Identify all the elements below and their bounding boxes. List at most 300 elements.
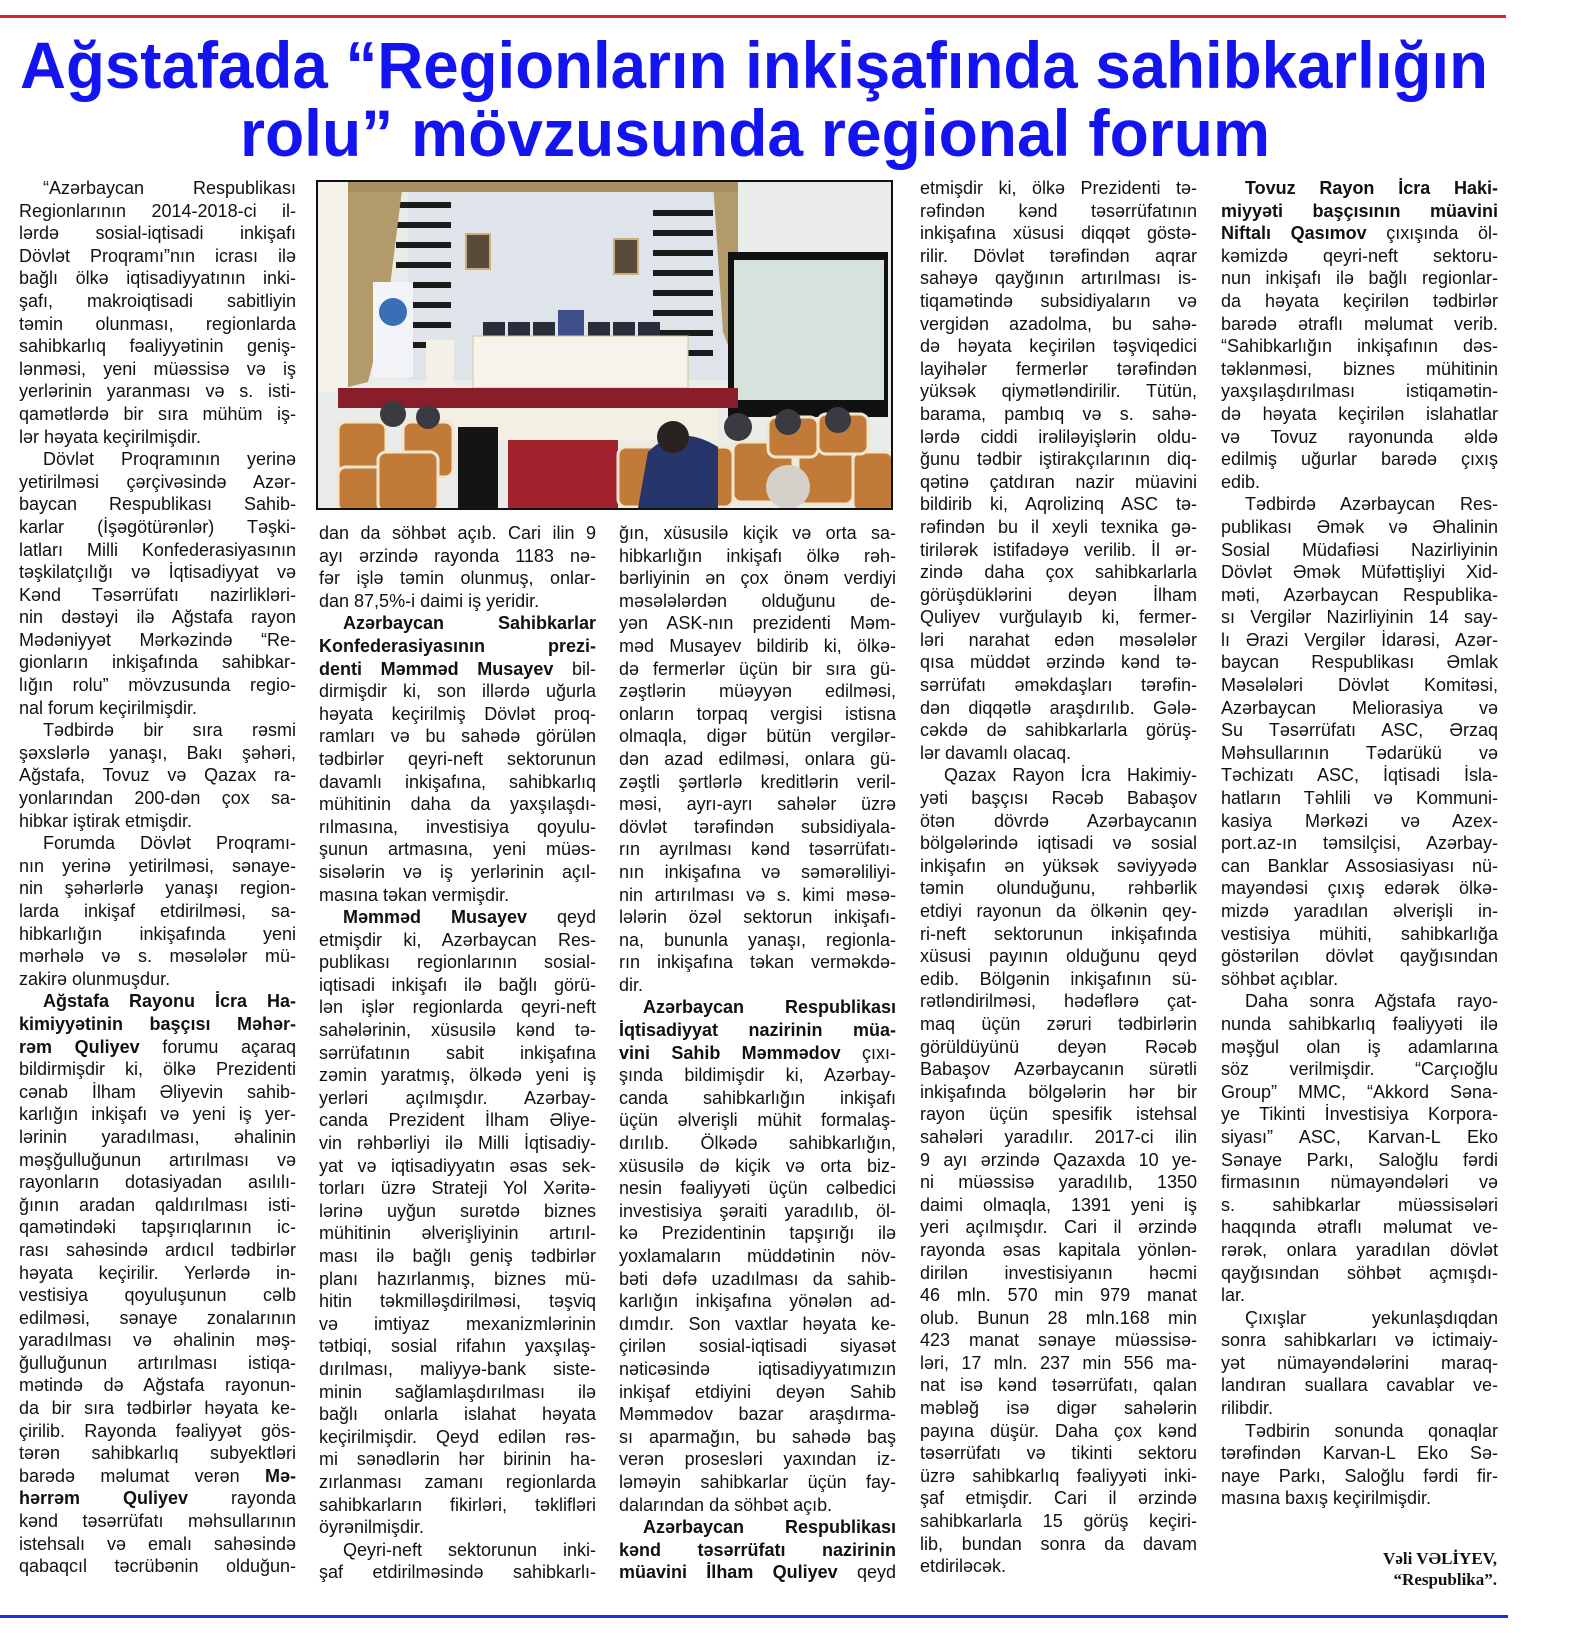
text-line <box>319 522 596 545</box>
text-line <box>920 1510 1197 1533</box>
text-line <box>920 787 1197 810</box>
text-line <box>19 177 296 200</box>
text-line <box>19 335 296 358</box>
text-line <box>319 861 596 884</box>
body-text: bildirmişdir ki, ölkə Prezidenti <box>19 1059 296 1080</box>
text-line <box>1221 1194 1498 1217</box>
text-line <box>920 719 1197 742</box>
body-text: rayonda <box>188 1488 296 1509</box>
body-text: Daha sonra Ağstafa rayo- <box>1245 991 1498 1012</box>
body-text: qeyd <box>837 1562 896 1583</box>
text-line <box>619 1448 896 1471</box>
text-line <box>920 651 1197 674</box>
body-text: dən diqqətlə araşdırılıb. Gələ- <box>920 697 1197 718</box>
text-line <box>920 177 1197 200</box>
body-text: hibkarlığın inkişafı ölkə rəh- <box>619 545 896 566</box>
body-text: ləməyin sahibkarlar üçün fay- <box>619 1471 896 1492</box>
text-line <box>1221 1442 1498 1465</box>
body-text: təsərrüfatı və tikinti sektoru <box>920 1443 1197 1464</box>
text-line <box>1221 426 1498 449</box>
text-line <box>619 1200 896 1223</box>
body-text: inkişafına xüsusi diqqət göstə- <box>920 223 1197 244</box>
text-line <box>19 267 296 290</box>
body-text: sahəyə qayğının artırılması is- <box>920 268 1197 289</box>
text-line <box>319 748 596 771</box>
body-text: ğunu tədbir iştirakçılarının diq- <box>920 449 1197 470</box>
text-line <box>920 1465 1197 1488</box>
text-line <box>319 1042 596 1065</box>
text-line <box>619 1494 896 1517</box>
text-line <box>1221 403 1498 426</box>
text-line <box>1221 1329 1498 1352</box>
text-line <box>19 1103 296 1126</box>
text-line <box>920 1307 1197 1330</box>
text-line <box>1221 1465 1498 1488</box>
text-line <box>319 793 596 816</box>
text-line <box>920 674 1197 697</box>
text-line <box>319 771 596 794</box>
body-text: nəticəsində iqtisadiyyatımızın <box>619 1358 896 1379</box>
body-text: payına düşür. Daha çox kənd <box>920 1420 1197 1441</box>
text-line <box>1221 1374 1498 1397</box>
text-line <box>19 990 296 1013</box>
text-line <box>619 1222 896 1245</box>
body-text: məti, Azərbaycan Respublika- <box>1221 584 1498 605</box>
text-line <box>619 1426 896 1449</box>
text-line <box>19 358 296 381</box>
body-text: vergidən azadolma, bu sahə- <box>920 313 1197 334</box>
body-text: qamətindəki tapşırıqlarının ic- <box>19 1217 296 1238</box>
text-line <box>619 1177 896 1200</box>
body-text: Tədbirdə Azərbaycan Res- <box>1245 494 1498 515</box>
text-line <box>19 493 296 516</box>
text-line <box>920 380 1197 403</box>
body-text: canda Prezident İlham Əliye- <box>319 1110 596 1131</box>
text-line <box>1221 200 1498 223</box>
body-text: can Banklar Assosiasiyası nü- <box>1221 855 1498 876</box>
text-line <box>920 832 1197 855</box>
body-text: şaf etdirilməsində sahibkarlı- <box>319 1562 596 1583</box>
body-text: edib. <box>1221 471 1261 492</box>
text-line <box>319 974 596 997</box>
body-text: mi sənədlərin hər birinin ha- <box>319 1449 596 1470</box>
text-line <box>319 884 596 907</box>
body-text: Ağstafa, Tovuz və Qazax ra- <box>19 765 296 786</box>
text-line <box>1221 968 1498 991</box>
text-line <box>319 929 596 952</box>
text-line <box>1221 855 1498 878</box>
body-text: xüsusilə də kiçik və orta biz- <box>619 1155 896 1176</box>
body-text: yerləri açılmışdır. Azərbay- <box>319 1087 596 1108</box>
body-text: karlığın inkişafı və yeni iş yer- <box>19 1104 296 1125</box>
body-text: şında bildimişdir ki, Azərbay- <box>619 1065 896 1086</box>
text-line <box>19 1126 296 1149</box>
text-line <box>1221 1081 1498 1104</box>
text-line <box>619 1313 896 1336</box>
body-text: kənd təsərrüfatı məhsullarının <box>19 1511 296 1532</box>
text-line <box>319 567 596 590</box>
body-text: yaradılması və əhalinin məş- <box>19 1330 296 1351</box>
body-text: tərəfindən Karvan-L Eko Sə- <box>1221 1443 1498 1464</box>
body-text: cənab İlham Əliyevin sahib- <box>19 1081 296 1102</box>
body-text: həyata keçirilmiş Dövlət proq- <box>319 703 596 724</box>
bold-name-text: İqtisadiyyat nazirinin müa- <box>619 1020 896 1041</box>
body-text: dirilən investisiyanın həcmi <box>920 1262 1197 1283</box>
body-text: şafı, makroiqtisadi sabitliyin <box>19 290 296 311</box>
text-line <box>319 1290 596 1313</box>
body-text: dalarından da söhbət açıb. <box>619 1494 833 1515</box>
text-line <box>19 832 296 855</box>
body-text: ləri narahat edən məsələlər <box>920 629 1197 650</box>
text-line <box>319 1268 596 1291</box>
text-line <box>619 1064 896 1087</box>
text-line <box>1221 832 1498 855</box>
body-text: və imtiyaz mexanizmlərinin <box>319 1313 596 1334</box>
body-text: çıxışında öl- <box>1366 223 1498 244</box>
body-text: dən azad edilməsi, onlara gü- <box>619 748 896 769</box>
text-line <box>920 516 1197 539</box>
text-line <box>19 1465 296 1488</box>
body-text: minin sağlamlaşdırılması ilə <box>319 1381 596 1402</box>
bold-name-text: kimiyyətinin başçısı Məhər- <box>19 1013 296 1034</box>
text-line <box>920 426 1197 449</box>
body-text: çirilib. Rayonda fəaliyyət gös- <box>19 1420 296 1441</box>
byline-publication: “Respublika”. <box>1393 1570 1497 1589</box>
text-line <box>19 448 296 471</box>
text-line <box>619 1155 896 1178</box>
body-text: görüşdüklərini deyən İlham <box>920 584 1197 605</box>
body-text: ğın, xüsusilə kiçik və orta sa- <box>619 523 896 543</box>
bold-name-text: Azərbaycan Sahibkarlar <box>343 613 596 634</box>
text-line <box>920 1329 1197 1352</box>
text-line <box>1221 1487 1498 1510</box>
body-text: rətləndirilməsi, hədəflərə çat- <box>920 991 1197 1012</box>
body-text: zakirə olunmuşdur. <box>19 968 171 989</box>
text-line <box>19 1420 296 1443</box>
body-text: keçirilmişdir. Qeyd edilən rəs- <box>319 1426 596 1447</box>
body-text: Dövlət Proqramının yerinə <box>43 449 296 470</box>
body-text: sahibkarların fikirləri, təklifləri <box>319 1494 596 1515</box>
text-line <box>19 1284 296 1307</box>
text-line <box>1221 1239 1498 1262</box>
body-text: lar. <box>1221 1285 1246 1306</box>
text-line <box>19 471 296 494</box>
text-line <box>19 900 296 923</box>
text-line <box>619 522 896 545</box>
body-text: etmişdir ki, Azərbaycan Res- <box>319 929 596 950</box>
body-text: sahələri yaradılır. 2017-ci ilin <box>920 1126 1197 1147</box>
body-text: rayonda əsas kapitala yönlən- <box>920 1239 1197 1260</box>
text-line <box>920 358 1197 381</box>
body-text: fər işlə təmin olunmuş, onlar- <box>319 568 596 589</box>
body-text: rın inkişafına təkan verməkdə- <box>619 952 896 973</box>
body-text: “Sahibkarlığın inkişafının dəs- <box>1221 336 1498 357</box>
text-line <box>1221 335 1498 358</box>
bold-name-text: miyyəti başçısının müavini <box>1221 200 1498 221</box>
body-text: inkişafında bölgələrin hər bir <box>920 1081 1197 1102</box>
body-text: publikası regionlarının sosial- <box>319 952 596 973</box>
forum-photo <box>316 180 893 510</box>
byline-author: Vəli VƏLİYEV, <box>1383 1549 1497 1568</box>
body-text: nin dəstəyi ilə Ağstafa rayon <box>19 607 296 628</box>
body-text: inkişafın ən yüksək səviyyədə <box>920 855 1197 876</box>
text-line <box>619 996 896 1019</box>
body-text: Kənd Təsərrüfatı nazirlikləri- <box>19 584 296 605</box>
body-text: baycan Respublikası Sahib- <box>19 494 296 515</box>
body-text: zırlanması zamanı regionlarda <box>319 1471 596 1492</box>
text-line <box>319 838 596 861</box>
text-line <box>619 1132 896 1155</box>
text-line <box>1221 697 1498 720</box>
body-text: s. sahibkarlar müəssisələri <box>1221 1194 1498 1215</box>
body-text: olmaqla, digər bütün vergilər- <box>619 726 896 747</box>
text-line <box>1221 764 1498 787</box>
body-text: şunun artmasına, yeni müəs- <box>319 839 596 860</box>
body-text: Regionlarının 2014-2018-ci il- <box>19 200 296 221</box>
body-text: ması ilə bağlı geniş tədbirlər <box>319 1246 596 1266</box>
body-text: yoxlamaların müddətinin növ- <box>619 1246 896 1266</box>
body-text: yerlərinin yaranması və s. isti- <box>19 381 296 402</box>
text-line <box>1221 1149 1498 1172</box>
body-text: tətbiqi, sosial rifahın yaxşılaş- <box>319 1336 596 1357</box>
text-line <box>1221 471 1498 494</box>
text-line <box>920 742 1197 765</box>
body-text: vin rəhbərliyi ilə Milli İqtisadiy- <box>319 1133 596 1154</box>
text-line <box>1221 1307 1498 1330</box>
text-line <box>19 923 296 946</box>
body-text: masına təkan vermişdir. <box>319 884 510 905</box>
body-text: mizdə yaradılan əlverişli in- <box>1221 901 1498 921</box>
article-column-1 <box>19 177 296 1578</box>
text-line <box>19 1239 296 1262</box>
text-line <box>19 245 296 268</box>
text-line <box>920 764 1197 787</box>
text-line <box>920 493 1197 516</box>
body-text: tərən sahibkarlıq subyektləri <box>19 1443 296 1464</box>
text-line <box>19 222 296 245</box>
text-line <box>19 1058 296 1081</box>
text-line <box>319 1426 596 1449</box>
text-line <box>619 1245 896 1268</box>
text-line <box>1221 877 1498 900</box>
body-text: vestisiya qoyuluşunun cəlb <box>19 1285 296 1306</box>
body-text: lərdə sosial-iqtisadi inkişafı <box>19 223 296 244</box>
text-line <box>619 1268 896 1291</box>
bold-name-text: Niftalı Qasımov <box>1221 223 1367 244</box>
body-text: qabaqcıl təcrübənin olduğun- <box>19 1556 296 1577</box>
body-text: lərdə ciddi irəliləyişlərin oldu- <box>920 426 1197 447</box>
text-line <box>1221 1036 1498 1059</box>
text-line <box>319 725 596 748</box>
text-line <box>920 1149 1197 1172</box>
body-text: Çıxışlar yekunlaşdıqdan <box>1245 1307 1498 1328</box>
body-text: nat isə kənd təsərrüfatı, qalan <box>920 1375 1197 1396</box>
body-text: inkişaf etdiyini deyən Sahib <box>619 1381 896 1402</box>
text-line <box>920 1171 1197 1194</box>
text-line <box>19 855 296 878</box>
body-text: lənməsi, yeni müəssisə və iş <box>19 358 296 379</box>
text-line <box>920 968 1197 991</box>
text-line <box>19 1036 296 1059</box>
body-text: cəkdə də sahibkarlarla görüş- <box>920 720 1197 741</box>
text-line <box>19 584 296 607</box>
body-text: lərinin yaradılması, əhalinin <box>19 1126 296 1147</box>
body-text: ğının aradan qaldırılması isti- <box>19 1194 296 1215</box>
body-text: zində daha çox sahibkarlarla <box>920 562 1197 583</box>
text-line <box>619 1109 896 1132</box>
text-line <box>1221 177 1498 200</box>
text-line <box>319 680 596 703</box>
text-line <box>19 742 296 765</box>
body-text: davamlı inkişafına, sahibkarlıq <box>319 771 596 792</box>
body-text: sonra sahibkarları və ictimaiy- <box>1221 1330 1498 1351</box>
body-text: hibkarlığın inkişafında yeni <box>19 923 296 944</box>
text-line <box>19 1555 296 1578</box>
body-text: nin artırılması və s. kimi məsə- <box>619 884 896 905</box>
text-line <box>1221 787 1498 810</box>
body-text: Group” MMC, “Akkord Səna- <box>1221 1081 1498 1102</box>
text-line <box>19 945 296 968</box>
text-line <box>319 1132 596 1155</box>
body-text: rəfindən kənd təsərrüfatının <box>920 200 1197 221</box>
text-line <box>619 793 896 816</box>
body-text: rası sahəsində ardıcıl tədbirlər <box>19 1239 296 1260</box>
text-line <box>319 996 596 1019</box>
body-text: də həyata keçirilən təşviqedici <box>920 336 1197 357</box>
text-line <box>920 1081 1197 1104</box>
text-line <box>619 1335 896 1358</box>
body-text: maq üçün zəruri tədbirlərin <box>920 1013 1197 1034</box>
body-text: Məhsullarının Tədarükü və <box>1221 742 1498 763</box>
body-text: rayon üçün spesifik istehsal <box>920 1104 1197 1125</box>
body-text: zəştli şərtlərlə kreditlərin veril- <box>619 771 896 792</box>
body-text: bil- <box>553 658 596 679</box>
text-line <box>619 1516 896 1539</box>
body-text: 46 mln. 570 min 979 manat <box>920 1285 1197 1306</box>
body-text: “Azərbaycan Respublikası <box>43 178 296 198</box>
text-line <box>1221 742 1498 765</box>
text-line <box>920 584 1197 607</box>
body-text: Azərbaycan Meliorasiya və <box>1221 697 1498 718</box>
body-text: bağlı onlarla islahat həyata <box>319 1404 596 1425</box>
text-line <box>920 900 1197 923</box>
body-text: sərrüfatının sabit inkişafına <box>319 1042 596 1063</box>
text-line <box>920 1487 1197 1510</box>
text-line <box>920 222 1197 245</box>
text-line <box>619 906 896 929</box>
body-text: tirilərək istifadəyə verilib. İl ər- <box>920 539 1197 560</box>
text-line <box>920 1262 1197 1285</box>
text-line <box>920 606 1197 629</box>
text-line <box>319 658 596 681</box>
body-text: da həyata keçirilən tədbirlər <box>1221 290 1498 311</box>
body-text: şaf etmişdir. Cari il ərzində <box>920 1488 1197 1509</box>
text-line <box>19 1397 296 1420</box>
text-line <box>19 380 296 403</box>
body-text: rəfindən bu il xeyli texnika gə- <box>920 516 1197 537</box>
body-text: dan da söhbət açıb. Cari ilin 9 <box>319 523 596 543</box>
body-text: mətində də Ağstafa rayonun- <box>19 1375 296 1396</box>
body-text: məbləğ isə digər sahələrin <box>920 1398 1197 1419</box>
text-line <box>19 877 296 900</box>
body-text: yaxşılaşdırılması istiqamətin- <box>1221 381 1498 402</box>
text-line <box>1221 900 1498 923</box>
text-line <box>19 1352 296 1375</box>
text-line <box>1221 290 1498 313</box>
body-text: görüldüyünü deyən Rəcəb <box>920 1036 1197 1057</box>
body-text: edilmiş uğurlar barədə çıxış <box>1221 449 1498 470</box>
body-text: çirilən sosial-iqtisadi siyasət <box>619 1336 896 1357</box>
text-line <box>19 1510 296 1533</box>
text-line <box>19 516 296 539</box>
body-text: investisiya şəraiti yaradılıb, öl- <box>619 1200 896 1221</box>
text-line <box>619 974 896 997</box>
text-line <box>1221 539 1498 562</box>
text-line <box>920 1103 1197 1126</box>
body-text: iqtisadi inkişafı ilə bağlı görü- <box>319 974 596 995</box>
text-line <box>920 1239 1197 1262</box>
text-line <box>619 1471 896 1494</box>
body-text: hitin təkmilləşdirilməsi, təşviq <box>319 1291 596 1312</box>
text-line <box>920 1555 1197 1578</box>
body-text: kasiya Mərkəzi və Azex- <box>1221 810 1498 831</box>
text-line <box>19 1307 296 1330</box>
body-text: ğulluğunun artırılması istiqa- <box>19 1352 296 1373</box>
body-text: rılmasına, investisiya qoyulu- <box>319 816 596 837</box>
text-line <box>920 1397 1197 1420</box>
text-line <box>319 1200 596 1223</box>
article-column-5 <box>1221 177 1498 1510</box>
body-text: yət nümayəndələrini maraq- <box>1221 1352 1498 1373</box>
text-line <box>619 1087 896 1110</box>
text-line <box>619 1290 896 1313</box>
body-text: ye Tikinti İnvestisiya Korpora- <box>1221 1104 1498 1125</box>
body-text: nun inkişafı ilə bağlı regionlar- <box>1221 268 1498 289</box>
text-line <box>1221 516 1498 539</box>
body-text: olub. Bunun 28 mln.168 min <box>920 1307 1197 1328</box>
body-text: bölgələrində iqtisadi və sosial <box>920 833 1197 854</box>
body-text: öyrənilmişdir. <box>319 1517 425 1538</box>
body-text: təmin olunduğunu, rəhbərlik <box>920 878 1197 899</box>
text-line <box>920 471 1197 494</box>
text-line <box>920 403 1197 426</box>
body-text: lı Ərazi Vergilər İdarəsi, Azər- <box>1221 629 1498 650</box>
body-text: nunda sahibkarlıq fəaliyyəti ilə <box>1221 1013 1498 1034</box>
body-text: məsi, ayrı-ayrı sahələr üzrə <box>619 794 896 815</box>
headline-line-2: rolu” mövzusunda regional forum <box>240 96 1270 170</box>
text-line <box>920 1374 1197 1397</box>
body-text: lib, bundan sonra da davam <box>920 1533 1197 1554</box>
body-text: də həyata keçirilən islahatlar <box>1221 403 1498 424</box>
bold-name-text: Ağstafa Rayonu İcra Ha- <box>43 991 296 1012</box>
body-text: çıxı- <box>840 1042 897 1063</box>
text-line <box>19 200 296 223</box>
text-line <box>619 951 896 974</box>
body-text: publikası Əmək və Əhalinin <box>1221 516 1498 537</box>
text-line <box>920 1126 1197 1149</box>
text-line <box>1221 810 1498 833</box>
body-text: na, bununla yanaşı, regionla- <box>619 929 896 950</box>
body-text: hibkar iştirak etmişdir. <box>19 810 193 831</box>
text-line <box>319 1064 596 1087</box>
body-text: onların torpaq vergisi istisna <box>619 703 896 724</box>
body-text: ramları və bu sahədə görülən <box>319 726 596 747</box>
text-line <box>920 1013 1197 1036</box>
body-text: Qeyri-neft sektorunun inki- <box>343 1539 596 1560</box>
text-line <box>619 884 896 907</box>
text-line <box>920 1036 1197 1059</box>
body-text: məd Musayev bildirib ki, ölkə- <box>619 635 896 656</box>
